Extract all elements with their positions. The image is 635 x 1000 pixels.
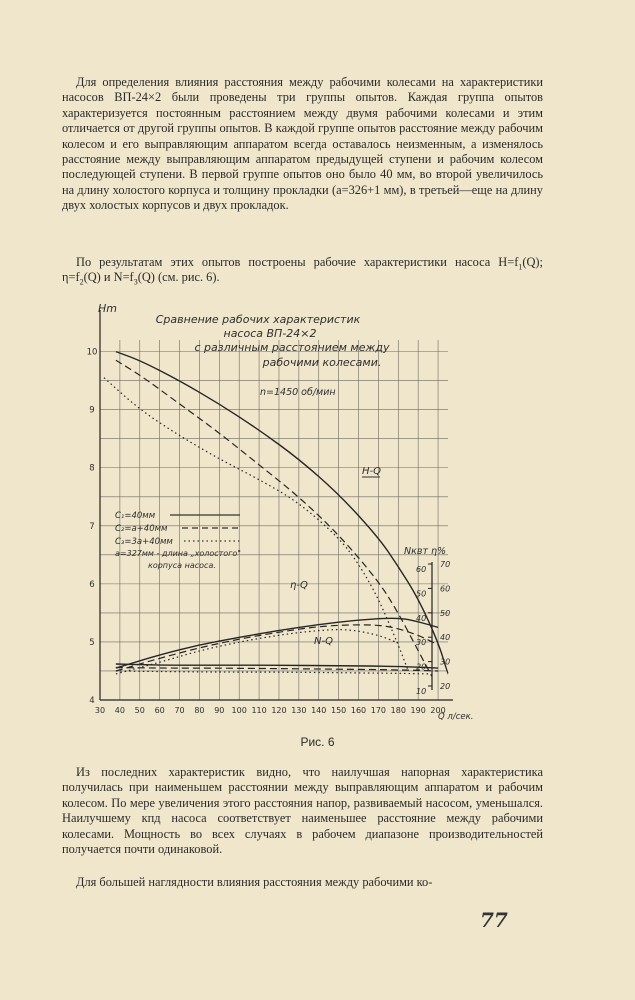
paragraph-3: Из последних характеристик видно, что наилучшая напорная характеристика получилась при наименьшем расстоянии между выправляющим аппаратом и рабочим колесом. По мере увеличения этого расстояния напор, развиваемый насосом, уменьшался. Наилучшему кпд насоса соответствует наименьшее расстояние между рабочими колесами. Мощность во всех случаях в рабочем диапазоне производительностей получается почти одинаковой. xyxy=(62,765,543,857)
chart-series xyxy=(104,352,451,677)
y-right-tick-label: 70 xyxy=(440,560,451,569)
y-left-tick-label: 8 xyxy=(89,463,95,474)
y-axis-right-label: Nквт η% xyxy=(404,546,447,557)
p2-sub-3: 3 xyxy=(133,277,138,287)
x-tick-label: 50 xyxy=(134,706,145,715)
x-tick-label: 110 xyxy=(251,706,267,715)
x-tick-label: 60 xyxy=(154,706,165,715)
series-eta-2 xyxy=(116,625,438,671)
chart-title-line-4: рабочими колесами. xyxy=(262,356,382,369)
curve-label-hq: H-Q xyxy=(362,466,381,477)
x-tick-label: 90 xyxy=(214,706,225,715)
x-tick-label: 140 xyxy=(311,706,327,715)
x-tick-label: 70 xyxy=(174,706,185,715)
legend-note-1: a=327мм - длина „холостого" xyxy=(115,549,241,558)
y-right-tick-label-n: 50 xyxy=(416,589,427,599)
p2-sub-1: 1 xyxy=(518,262,523,272)
y-right-tick-label-n: 20 xyxy=(416,662,427,672)
series-h-2 xyxy=(116,360,432,677)
x-tick-label: 160 xyxy=(350,706,367,715)
chart-title-line-1: Сравнение рабочих характеристик xyxy=(155,313,361,326)
p2-sub-2: 2 xyxy=(79,277,84,287)
series-n-3 xyxy=(116,671,428,674)
p2-text-end: (Q) (см. рис. 6). xyxy=(137,270,220,285)
x-tick-label: 80 xyxy=(194,706,205,715)
legend-entry-c3: C₃=3a+40мм xyxy=(115,537,173,547)
x-tick-label: 40 xyxy=(114,706,125,715)
paragraph-2 xyxy=(62,255,543,286)
p2-text-mid-2: (Q) и N=f xyxy=(83,270,134,285)
x-tick-label: 100 xyxy=(231,706,247,715)
y-left-tick-label: 4 xyxy=(89,696,95,706)
y-right-tick-label-n: 60 xyxy=(416,565,427,574)
paragraph-1: Для определения влияния расстояния между рабочими колесами на характеристики насосов ВП-24×2 были проведены три группы опытов. Каждая группа опытов характеризуется постоянным расстоянием между двумя рабочими колесами и этим отличается от другой группы опытов. В каждой группе опытов расстояние между рабочим колесом и его выправляющим аппаратом всегда оставалось неизменным, а изменялось расстояние между выправляющим аппаратом предыдущей ступени и рабочим колесом последующей ступени. В первой группе опытов оно было 40 мм, во второй увеличилось на длину холостого корпуса и толщину прокладки (а=326+1 мм), в третьей—еще на длину двух холостых корпусов и двух прокладок. xyxy=(62,75,543,213)
page-number: 77 xyxy=(480,908,508,932)
y-axis-left-label: Hm xyxy=(98,302,117,315)
legend-entry-c2: C₂=a+40мм xyxy=(115,524,168,534)
legend-note-2: корпуса насоса. xyxy=(148,561,216,570)
pump-characteristics-chart xyxy=(80,292,500,732)
figure-caption: Рис. 6 xyxy=(300,735,335,749)
y-right-tick-label: 30 xyxy=(440,657,451,667)
y-right-tick-label: 40 xyxy=(440,633,451,643)
chart-legend xyxy=(115,511,241,570)
p2-text-start: По результатам этих опытов построены рабочие характеристики насоса H=f xyxy=(76,255,519,269)
chart-title-line-3: с различным расстоянием между xyxy=(194,341,390,354)
y-left-tick-label: 5 xyxy=(89,637,95,648)
chart-title xyxy=(156,313,390,369)
y-left-tick-label: 9 xyxy=(89,405,95,416)
y-right-tick-label-n: 30 xyxy=(416,638,427,648)
x-tick-label: 130 xyxy=(291,706,307,715)
y-left-tick-label: 10 xyxy=(86,347,98,358)
x-tick-label: 200 xyxy=(430,706,446,715)
x-axis-label: Q л/сек. xyxy=(438,712,474,722)
curve-label-eq: η-Q xyxy=(290,580,308,591)
paragraph-4: Для большей наглядности влияния расстояния между рабочими ко- xyxy=(76,875,433,889)
speed-label: n=1450 об/мин xyxy=(260,387,336,398)
x-tick-label: 180 xyxy=(390,706,406,715)
x-tick-label: 170 xyxy=(370,706,387,715)
x-tick-label: 30 xyxy=(94,706,106,715)
x-tick-label: 120 xyxy=(271,706,287,715)
y-right-tick-label-n: 10 xyxy=(416,687,427,696)
y-right-tick-label-n: 40 xyxy=(416,613,427,623)
x-tick-label: 150 xyxy=(330,706,347,715)
y-right-tick-label: 60 xyxy=(440,584,451,594)
chart-title-line-2: насоса ВП-24×2 xyxy=(223,327,317,340)
x-tick-label: 190 xyxy=(410,706,426,715)
y-right-tick-label: 50 xyxy=(440,608,451,618)
series-n-2 xyxy=(116,668,438,672)
legend-entry-c1: C₁=40мм xyxy=(115,511,156,521)
y-right-tick-label: 20 xyxy=(440,682,451,691)
curve-label-nq: N-Q xyxy=(314,636,333,647)
y-left-tick-label: 7 xyxy=(89,521,95,532)
y-left-tick-label: 6 xyxy=(89,579,95,590)
p2-text-mid-1: (Q); η=f xyxy=(62,255,543,285)
